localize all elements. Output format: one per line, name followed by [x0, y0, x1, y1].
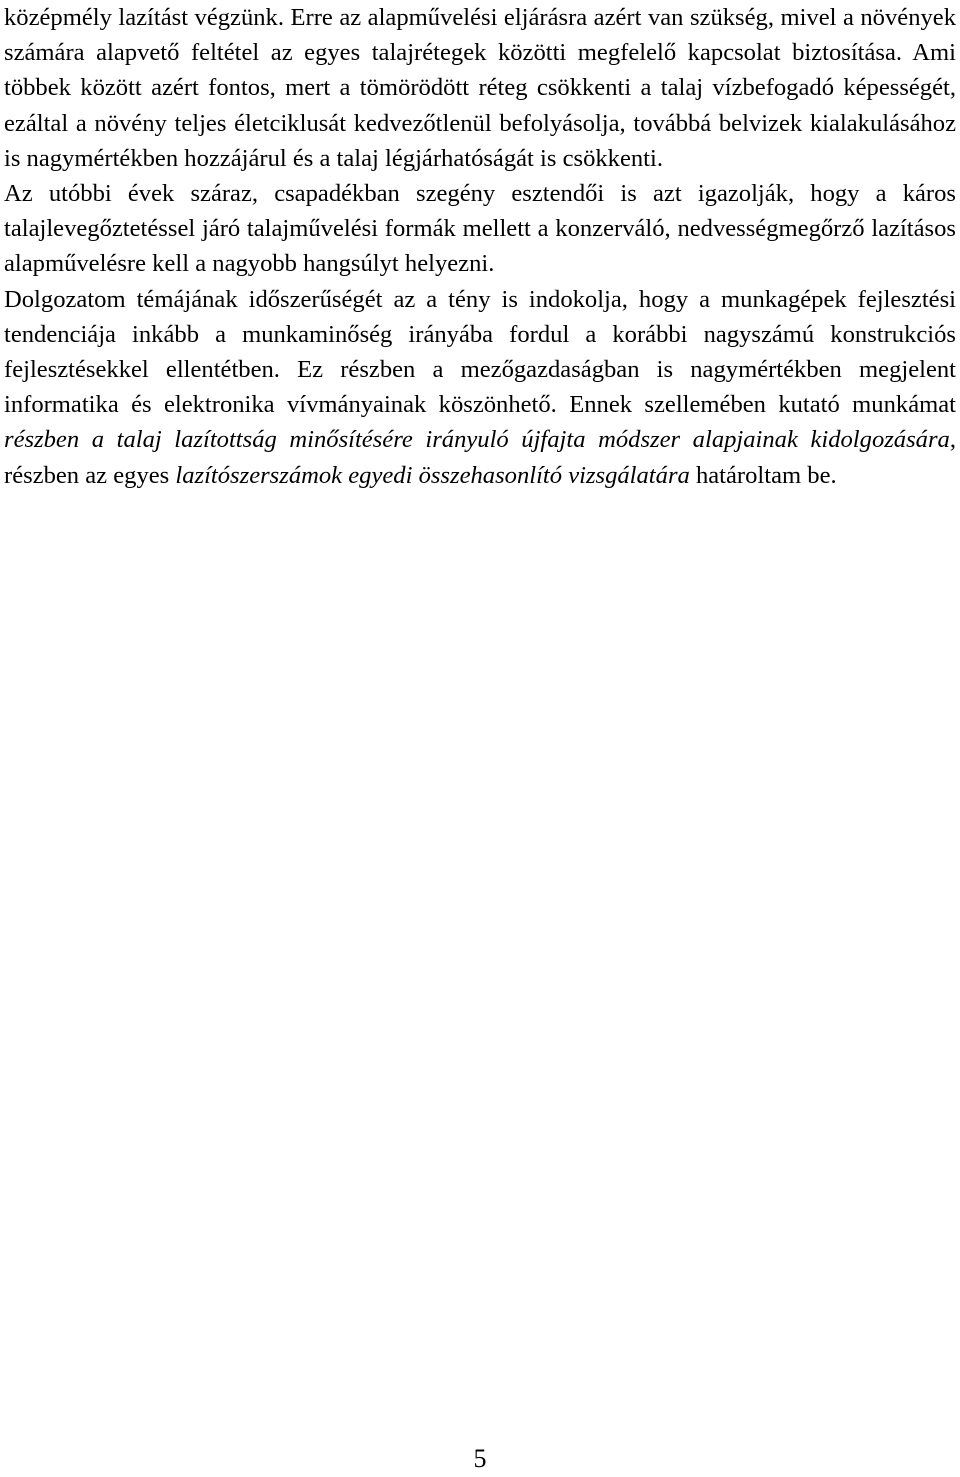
- paragraph-research-scope: [4, 282, 956, 493]
- paragraph-research-outro: határoltam be.: [689, 461, 837, 489]
- paragraph-research-middle: , részben az egyes: [4, 426, 956, 489]
- italic-research-topic-1: részben a talaj lazítottság minősítésére irányuló újfajta módszer alapjainak kidolgozására: [4, 426, 950, 454]
- document-page: [4, 0, 956, 493]
- page-number: 5: [473, 1444, 487, 1473]
- italic-research-topic-2: lazítószerszámok egyedi összehasonlító vizsgálatára: [175, 461, 690, 489]
- paragraph-soil-loosening: középmély lazítást végzünk. Erre az alapművelési eljárásra azért van szükség, mivel a növények számára alapvető feltétel az egyes talajrétegek közötti megfelelő kapcsolat biztosítása. Ami többek között azért fontos, mert a tömörödött réteg csökkenti a talaj vízbefogadó képességét, ezáltal a növény teljes életciklusát kedvezőtlenül befolyásolja, továbbá belvizek kialakulásához is nagymértékben hozzájárul és a talaj légjárhatóságát is csökkenti.: [4, 4, 956, 172]
- paragraph-research-intro: Dolgozatom témájának időszerűségét az a tény is indokolja, hogy a munkagépek fejlesztési tendenciája inkább a munkaminőség irányába fordul a korábbi nagyszámú konstrukciós fejlesztésekkel ellentétben. Ez részben a mezőgazdaságban is nagymértékben megjelent informatika és elektronika vívmányainak köszönhető. Ennek szellemében kutató munkámat: [4, 285, 956, 419]
- paragraph-dry-years: Az utóbbi évek száraz, csapadékban szegény esztendői is azt igazolják, hogy a káros talajlevegőztetéssel járó talajművelési formák mellett a konzerváló, nedvességmegőrző lazításos alapművelésre kell a nagyobb hangsúlyt helyezni.: [4, 180, 956, 278]
